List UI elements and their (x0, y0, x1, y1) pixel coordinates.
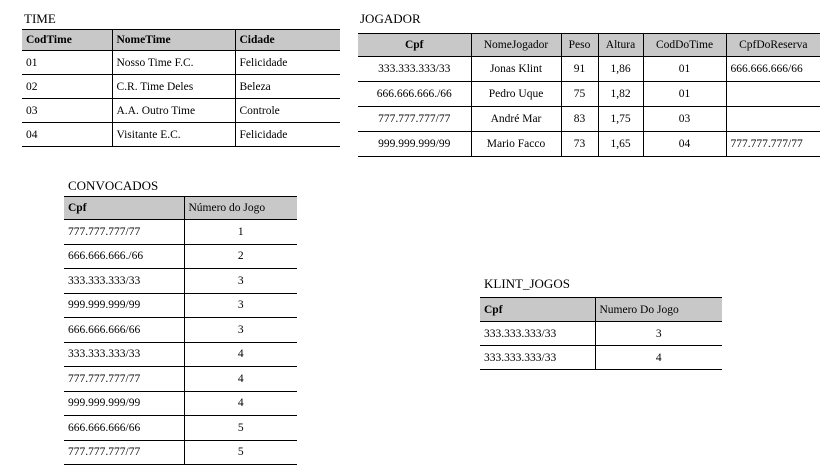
cell: 02 (22, 75, 112, 99)
time-table-title: TIME (24, 11, 56, 26)
table-row (64, 342, 297, 367)
table-row (480, 346, 722, 370)
table-row (64, 440, 297, 465)
table-row (480, 322, 722, 346)
time-header-nometime: NomeTime (112, 30, 235, 51)
cell: Felicidade (235, 123, 340, 147)
cell: 777.777.777/77 (358, 107, 471, 132)
cell: 3 (595, 322, 722, 346)
klint-jogos-header-numero-do-jogo: Numero Do Jogo (595, 298, 722, 322)
convocados-table (64, 196, 297, 465)
table-row (64, 416, 297, 441)
klint-jogos-table (480, 297, 722, 370)
cell: 1,75 (598, 107, 643, 132)
cell: Felicidade (235, 51, 340, 75)
cell: 2 (184, 244, 297, 269)
jogador-header-peso: Peso (561, 34, 598, 57)
klint-jogos-table-title: KLINT_JOGOS (484, 276, 570, 291)
table-row (358, 82, 820, 107)
cell: 777.777.777/77 (726, 132, 820, 157)
table-row (64, 391, 297, 416)
cell: 999.999.999/99 (358, 132, 471, 157)
cell: 5 (184, 440, 297, 465)
cell: Controle (235, 99, 340, 123)
cell: A.A. Outro Time (112, 99, 235, 123)
cell: André Mar (471, 107, 561, 132)
cell: Jonas Klint (471, 57, 561, 82)
convocados-header-cpf: Cpf (64, 197, 184, 220)
cell: 333.333.333/33 (64, 269, 184, 294)
cell: 5 (184, 416, 297, 441)
cell: 01 (22, 51, 112, 75)
table-row (22, 75, 340, 99)
table-row (22, 51, 340, 75)
jogador-header-coddotime: CodDoTime (643, 34, 726, 57)
klint-jogos-header-cpf: Cpf (480, 298, 595, 322)
cell: 75 (561, 82, 598, 107)
cell: 03 (643, 107, 726, 132)
table-row (64, 220, 297, 245)
table-row (358, 107, 820, 132)
cell: Mario Facco (471, 132, 561, 157)
convocados-header-numero-do-jogo: Número do Jogo (184, 197, 297, 220)
cell: 3 (184, 293, 297, 318)
cell: 03 (22, 99, 112, 123)
cell: Nosso Time F.C. (112, 51, 235, 75)
cell: 4 (184, 367, 297, 392)
table-row (358, 132, 820, 157)
cell: 666.666.666./66 (358, 82, 471, 107)
cell (726, 107, 820, 132)
cell: 666.666.666/66 (64, 318, 184, 343)
cell: 999.999.999/99 (64, 391, 184, 416)
table-row (358, 57, 820, 82)
cell: 4 (184, 391, 297, 416)
jogador-table (358, 33, 820, 157)
cell: C.R. Time Deles (112, 75, 235, 99)
cell: 01 (643, 82, 726, 107)
time-table (22, 29, 340, 147)
jogador-header-cpfdoreserva: CpfDoReserva (726, 34, 820, 57)
jogador-header-nomejogador: NomeJogador (471, 34, 561, 57)
cell: 777.777.777/77 (64, 220, 184, 245)
cell: 3 (184, 318, 297, 343)
cell: 1,86 (598, 57, 643, 82)
cell: 666.666.666./66 (64, 244, 184, 269)
jogador-table-title: JOGADOR (360, 11, 421, 26)
cell: 1,82 (598, 82, 643, 107)
cell: 777.777.777/77 (64, 367, 184, 392)
cell: 333.333.333/33 (480, 322, 595, 346)
jogador-header-altura: Altura (598, 34, 643, 57)
cell: 666.666.666/66 (64, 416, 184, 441)
cell: 91 (561, 57, 598, 82)
time-header-codtime: CodTime (22, 30, 112, 51)
cell: 333.333.333/33 (480, 346, 595, 370)
cell: Visitante E.C. (112, 123, 235, 147)
time-header-cidade: Cidade (235, 30, 340, 51)
jogador-header-cpf: Cpf (358, 34, 471, 57)
cell: 83 (561, 107, 598, 132)
cell: 666.666.666/66 (726, 57, 820, 82)
table-row (64, 293, 297, 318)
cell: Pedro Uque (471, 82, 561, 107)
table-row (64, 367, 297, 392)
cell: 333.333.333/33 (358, 57, 471, 82)
cell: 04 (22, 123, 112, 147)
cell: 01 (643, 57, 726, 82)
table-row (64, 244, 297, 269)
cell: 777.777.777/77 (64, 440, 184, 465)
cell: 4 (184, 342, 297, 367)
table-row (64, 318, 297, 343)
cell: 04 (643, 132, 726, 157)
table-row (64, 269, 297, 294)
cell: 3 (184, 269, 297, 294)
cell: 333.333.333/33 (64, 342, 184, 367)
table-row (22, 123, 340, 147)
cell: 999.999.999/99 (64, 293, 184, 318)
cell: 4 (595, 346, 722, 370)
cell: 1,65 (598, 132, 643, 157)
cell (726, 82, 820, 107)
cell: 73 (561, 132, 598, 157)
convocados-table-title: CONVOCADOS (68, 178, 159, 193)
table-row (22, 99, 340, 123)
cell: Beleza (235, 75, 340, 99)
cell: 1 (184, 220, 297, 245)
